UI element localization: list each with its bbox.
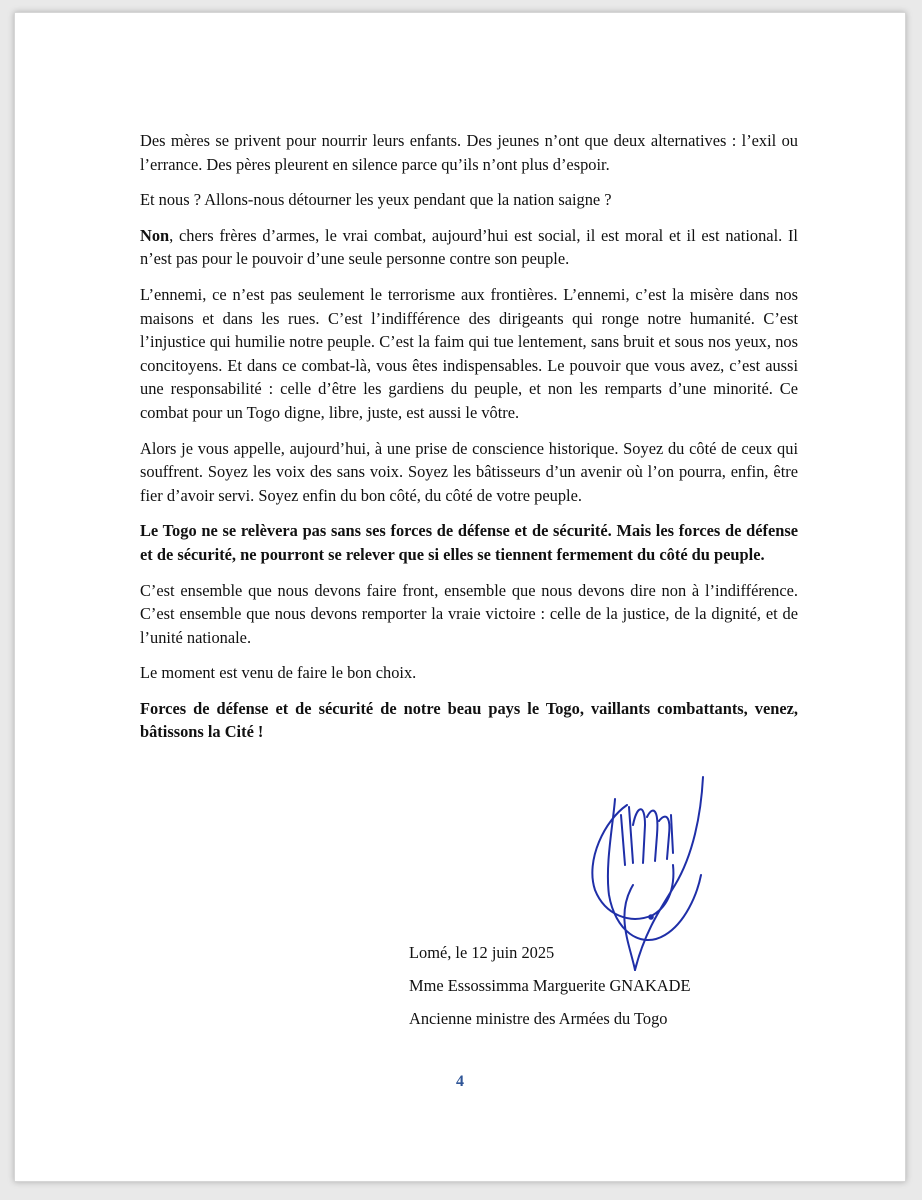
paragraph-2: Et nous ? Allons-nous détourner les yeux pendant que la nation saigne ? [140, 190, 612, 210]
signatory-name: Mme Essossimma Marguerite GNAKADE [409, 976, 691, 995]
signature-stroke-tail [635, 777, 703, 970]
paragraph-4: L’ennemi, ce n’est pas seulement le terrorisme aux frontières. L’ennemi, c’est la misère dans nos maisons et dans les rues. C’est l’indifférence des dirigeants qui ronge notre humanité. C’est l’injustice qui humilie notre peuple. C’est la faim qui tue lentement, sans bruit et sous nos yeux, nos concitoyens. Et dans ce combat-là, vous êtes indispensables. Le pouvoir que vous avez, c’est aussi une responsabilité : celle d’être les gardiens du peuple, et non les remparts d’une minorité. Ce combat pour un Togo digne, libre, juste, est aussi le vôtre. [140, 284, 798, 422]
signatory-title: Ancienne ministre des Armées du Togo [409, 1009, 668, 1028]
page-number: 4 [456, 1073, 464, 1090]
signature-block [409, 943, 691, 1042]
document-page [14, 12, 906, 1182]
paragraph-7: C’est ensemble que nous devons faire front, ensemble que nous devons dire non à l’indifférence. C’est ensemble que nous devons remporter la vraie victoire : celle de la justice, de la dignité, et de l’unité nationale. [140, 580, 798, 647]
document-body [140, 129, 798, 744]
signature-dot [649, 915, 653, 919]
paragraph-6-bold: Le Togo ne se relèvera pas sans ses forces de défense et de sécurité. Mais les forces de défense et de sécurité, ne pourront se relever que si elles se tiennent fermement du côté du peuple. [140, 521, 798, 564]
paragraph-5: Alors je vous appelle, aujourd’hui, à une prise de conscience historique. Soyez du côté de ceux qui souffrent. Soyez les voix des sans voix. Soyez les bâtisseurs d’un avenir où l’on pourra, enfin, être fier d’avoir servi. Soyez enfin du bon côté, du côté de votre peuple. [140, 438, 798, 505]
paragraph-1: Des mères se privent pour nourrir leurs enfants. Des jeunes n’ont que deux alternatives : l’exil ou l’errance. Des pères pleurent en silence parce qu’ils n’ont plus d’espoir. [140, 131, 798, 174]
paragraph-8: Le moment est venu de faire le bon choix. [140, 663, 417, 683]
signature-stroke-letters [621, 807, 673, 865]
place-date: Lomé, le 12 juin 2025 [409, 943, 555, 962]
paragraph-3: Non, chers frères d’armes, le vrai combat, aujourd’hui est social, il est moral et il est national. Il n’est pas pour le pouvoir d’une seule personne contre son peuple. [140, 225, 798, 269]
lead-bold-word: Non [140, 225, 170, 245]
paragraph-9-bold: Forces de défense et de sécurité de notre beau pays le Togo, vaillants combattants, venez, bâtissons la Cité ! [140, 698, 798, 742]
